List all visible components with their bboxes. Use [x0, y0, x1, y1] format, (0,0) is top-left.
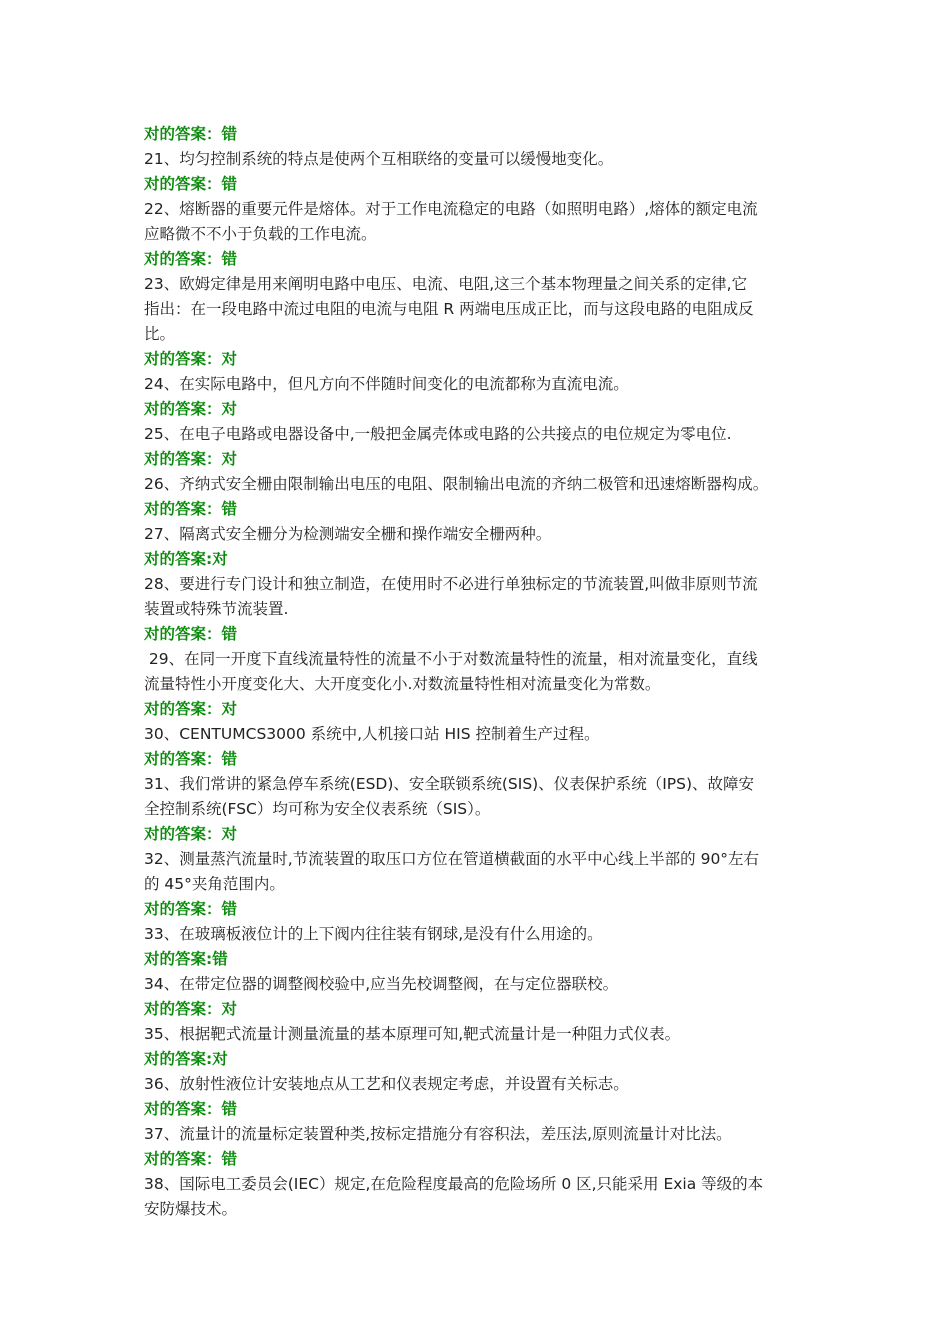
question-line: 装置或特殊节流装置.: [144, 600, 289, 618]
question-line: 36、放射性液位计安装地点从工艺和仪表规定考虑，并设置有关标志。: [144, 1075, 629, 1093]
answer-line: 对的答案：错: [144, 900, 238, 918]
question-line: 应略微不不小于负载的工作电流。: [144, 225, 377, 243]
answer-line: 对的答案：错: [144, 750, 238, 768]
answer-line: 对的答案：对: [144, 700, 238, 718]
question-line: 33、在玻璃板液位计的上下阀内往往装有钢球,是没有什么用途的。: [144, 925, 603, 943]
answer-line: 对的答案:错: [144, 950, 228, 968]
document-page: [144, 122, 810, 1222]
question-line: 22、熔断器的重要元件是熔体。对于工作电流稳定的电路（如照明电路）,熔体的额定电流: [144, 200, 758, 218]
answer-line: 对的答案：错: [144, 500, 238, 518]
question-line: 27、隔离式安全栅分为检测端安全栅和操作端安全栅两种。: [144, 525, 552, 543]
question-line: 29、在同一开度下直线流量特性的流量不小于对数流量特性的流量，相对流量变化，直线: [144, 650, 758, 668]
answer-line: 对的答案：错: [144, 625, 238, 643]
answer-line: 对的答案：对: [144, 450, 238, 468]
answer-line: 对的答案：对: [144, 825, 238, 843]
question-line: 31、我们常讲的紧急停车系统(ESD)、安全联锁系统(SIS)、仪表保护系统（IPS)、故障安: [144, 775, 755, 793]
answer-line: 对的答案：错: [144, 125, 238, 143]
question-line: 比。: [144, 325, 176, 343]
question-line: 32、测量蒸汽流量时,节流装置的取压口方位在管道横截面的水平中心线上半部的 90°左右: [144, 850, 760, 868]
question-line: 37、流量计的流量标定装置种类,按标定措施分有容积法，差压法,原则流量计对比法。: [144, 1125, 732, 1143]
answer-line: 对的答案：对: [144, 400, 238, 418]
question-line: 26、齐纳式安全栅由限制输出电压的电阻、限制输出电流的齐纳二极管和迅速熔断器构成。: [144, 475, 769, 493]
question-line: 指出：在一段电路中流过电阻的电流与电阻 R 两端电压成正比，而与这段电路的电阻成反: [144, 300, 754, 318]
answer-line: 对的答案：对: [144, 350, 238, 368]
answer-line: 对的答案：错: [144, 175, 238, 193]
question-line: 30、CENTUMCS3000 系统中,人机接口站 HIS 控制着生产过程。: [144, 725, 600, 743]
answer-line: 对的答案:对: [144, 1050, 228, 1068]
question-line: 21、均匀控制系统的特点是使两个互相联络的变量可以缓慢地变化。: [144, 150, 614, 168]
question-line: 24、在实际电路中，但凡方向不伴随时间变化的电流都称为直流电流。: [144, 375, 629, 393]
question-line: 38、国际电工委员会(IEC）规定,在危险程度最高的危险场所 0 区,只能采用 Exia 等级的本: [144, 1175, 764, 1193]
question-line: 28、要进行专门设计和独立制造，在使用时不必进行单独标定的节流装置,叫做非原则节流: [144, 575, 758, 593]
question-line: 23、欧姆定律是用来阐明电路中电压、电流、电阻,这三个基本物理量之间关系的定律,它: [144, 275, 748, 293]
question-line: 的 45°夹角范围内。: [144, 875, 285, 893]
question-line: 25、在电子电路或电器设备中,一般把金属壳体或电路的公共接点的电位规定为零电位.: [144, 425, 732, 443]
question-line: 安防爆技术。: [144, 1200, 238, 1218]
answer-line: 对的答案：错: [144, 1150, 238, 1168]
question-line: 34、在带定位器的调整阀校验中,应当先校调整阀，在与定位器联校。: [144, 975, 619, 993]
question-line: 全控制系统(FSC）均可称为安全仪表系统（SIS）。: [144, 800, 491, 818]
question-line: 35、根据靶式流量计测量流量的基本原理可知,靶式流量计是一种阻力式仪表。: [144, 1025, 681, 1043]
answer-line: 对的答案：对: [144, 1000, 238, 1018]
answer-line: 对的答案：错: [144, 250, 238, 268]
question-line: 流量特性小开度变化大、大开度变化小.对数流量特性相对流量变化为常数。: [144, 675, 661, 693]
answer-line: 对的答案:对: [144, 550, 228, 568]
answer-line: 对的答案：错: [144, 1100, 238, 1118]
